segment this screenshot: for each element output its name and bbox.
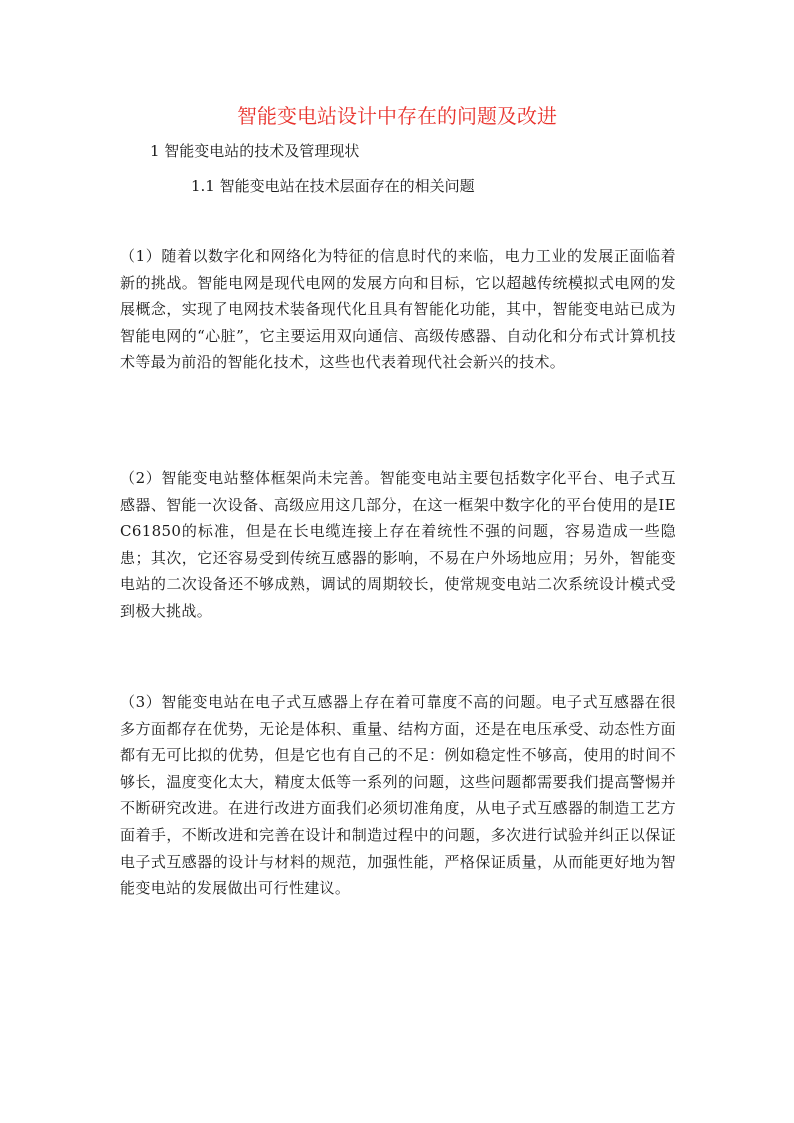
paragraph-1: （1）随着以数字化和网络化为特征的信息时代的来临，电力工业的发展正面临着新的挑战。智能电网是现代电网的发展方向和目标，它以超越传统模拟式电网的发展概念，实现了电网技术装备现代化且具有智能化功能，其中，智能变电站已成为智能电网的“心脏”，它主要运用双向通信、高级传感器、自动化和分布式计算机技术等最为前沿的智能化技术，这些也代表着现代社会新兴的技术。: [120, 247, 676, 372]
subsection-heading: 1.1 智能变电站在技术层面存在的相关问题: [191, 177, 475, 195]
paragraph-2: （2）智能变电站整体框架尚未完善。智能变电站主要包括数字化平台、电子式互感器、智能一次设备、高级应用这几部分，在这一框架中数字化的平台使用的是IEC61850的标准，但是在长电缆连接上存在着统性不强的问题，容易造成一些隐患；其次，它还容易受到传统互感器的影响，不易在户外场地应用；另外，智能变电站的二次设备还不够成熟，调试的周期较长，使常规变电站二次系统设计模式受到极大挑战。: [120, 469, 676, 620]
paragraph-3: （3）智能变电站在电子式互感器上存在着可靠度不高的问题。电子式互感器在很多方面都存在优势，无论是体积、重量、结构方面，还是在电压承受、动态性方面都有无可比拟的优势，但是它也有自己的不足：例如稳定性不够高，使用的时间不够长，温度变化太大，精度太低等一系列的问题，这些问题都需要我们提高警惕并不断研究改进。在进行改进方面我们必须切准角度，从电子式互感器的制造工艺方面着手，不断改进和完善在设计和制造过程中的问题，多次进行试验并纠正以保证电子式互感器的设计与材料的规范，加强性能，严格保证质量，从而能更好地为智能变电站的发展做出可行性建议。: [120, 693, 676, 898]
section-heading: 1 智能变电站的技术及管理现状: [150, 142, 360, 160]
document-title: 智能变电站设计中存在的问题及改进: [237, 104, 557, 128]
